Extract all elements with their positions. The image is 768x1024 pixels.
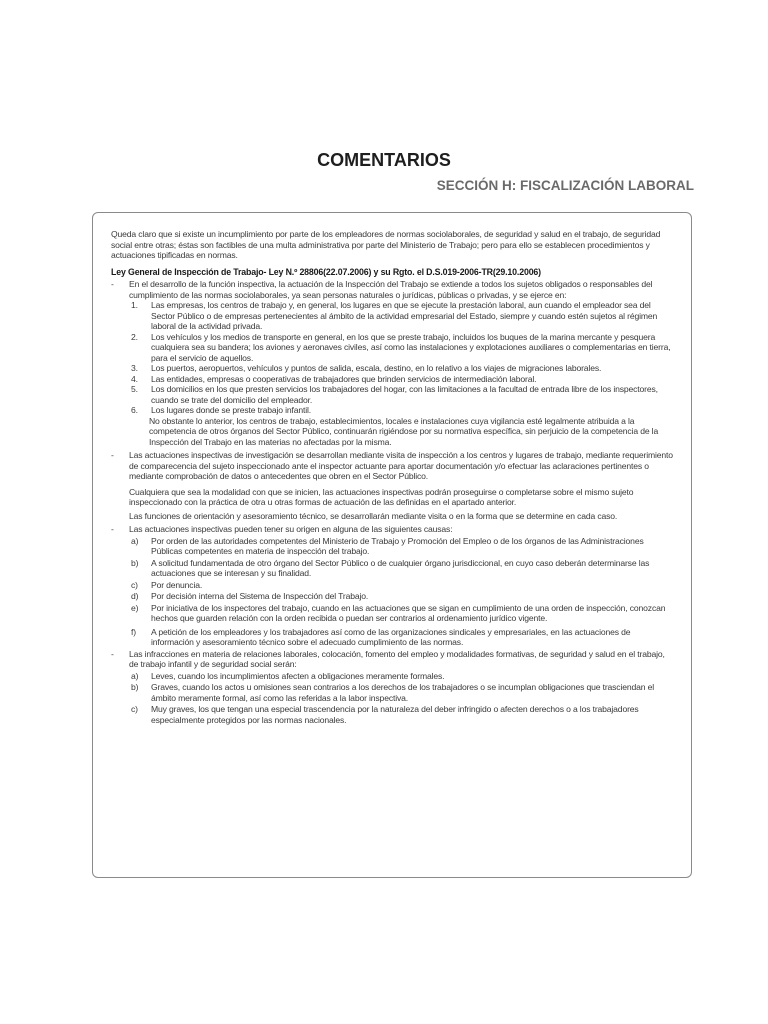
bullet-dash: - (111, 648, 114, 659)
item-text: Por denuncia. (151, 579, 203, 590)
list-item (131, 558, 675, 579)
modalities-paragraph: Las funciones de orientación y asesoramiento técnico, se desarrollarán mediante visita o en la forma que se determine en cada caso. (129, 510, 618, 521)
item-text: Leves, cuando los incumplimientos afecten a obligaciones meramente formales. (151, 670, 445, 681)
item-text: Las entidades, empresas o cooperativas de trabajadores que brinden servicios de intermediación laboral. (151, 373, 537, 384)
scope-note: No obstante lo anterior, los centros de trabajo, establecimientos, locales e instalaciones cuya vigilancia esté legalmente atribuida a la competencia de otros órganos del Sector Público, continuarán rigiéndose por su normativa específica, sin perjuicio de la competencia de la Inspección del Trabajo en las materias no afectadas por la misma. (149, 415, 659, 447)
bullet-text: Las infracciones en materia de relaciones laborales, colocación, fomento del empleo y modalidades formativas, de seguridad y salud en el trabajo, de trabajo infantil y de seguridad social serán: (129, 648, 665, 669)
list-item (131, 580, 675, 591)
list-item (131, 384, 675, 405)
bullet-dash: - (111, 524, 114, 534)
list-item (131, 591, 675, 602)
list-item (131, 363, 675, 374)
item-text: Los lugares donde se preste trabajo infantil. (151, 405, 311, 415)
bullet-text: Las actuaciones inspectivas pueden tener su origen en alguna de las siguientes causas: (129, 524, 453, 534)
modalities-paragraph: Cualquiera que sea la modalidad con que se inicien, las actuaciones inspectivas podrán proseguirse o completarse sobre el mismo sujeto inspeccionado con la práctica de otra u otras formas de actuación de las definidas en el apartado anterior. (129, 486, 634, 507)
bullet-modalities (111, 450, 675, 482)
law-heading: Ley General de Inspección de Trabajo- Ley N.º 28806(22.07.2006) y su Rgto. el D.S.019-2006-TR(29.10.2006) (111, 266, 541, 277)
item-text: Muy graves, los que tengan una especial trascendencia por la naturaleza del deber infringido o afecten derechos o a los trabajadores especialmente protegidos por las normas nacionales. (151, 704, 639, 725)
infractions-list (111, 671, 675, 726)
list-item (131, 332, 675, 364)
section-title: SECCIÓN H: FISCALIZACIÓN LABORAL (436, 178, 694, 193)
intro-paragraph: Queda claro que si existe un incumplimiento por parte de los empleadores de normas sociolaborales, de seguridad y salud en el trabajo, de seguridad social entre otras; éstas son factibles de una multa administrativa por parte del Ministerio de Trabajo; pero para ello se establecen procedimientos y actuaciones tipificadas en normas. (111, 229, 661, 260)
scope-list (111, 300, 675, 447)
item-text: Los domicilios en los que presten servicios los trabajadores del hogar, con las limitaciones a la facultad de entrada libre de los inspectores, cuando se trate del domicilio del empleador. (151, 384, 658, 405)
bullet-text: En el desarrollo de la función inspectiva, la actuación de la Inspección del Trabajo se extiende a todos los sujetos obligados o responsables del cumplimiento de las normas sociolaborales, ya sean personas naturales o jurídicas, públicas o privadas, y se ejerce en: (129, 279, 653, 300)
origins-list (111, 536, 675, 648)
list-item (131, 682, 675, 703)
item-number: 2. (131, 331, 138, 342)
item-letter: d) (131, 591, 139, 601)
bullet-dash: - (111, 450, 114, 460)
bullet-dash: - (111, 279, 114, 289)
item-text: Las empresas, los centros de trabajo y, en general, los lugares en que se ejecute la prestación laboral, aun cuando el empleador sea del Sector Público o de empresas pertenecientes al ámbito de la actividad empresarial del Estado, siempre y cuando estén sujetos al régimen laboral de la actividad privada. (151, 300, 658, 331)
list-item (131, 300, 675, 332)
item-number: 5. (131, 384, 138, 394)
item-letter: b) (131, 557, 139, 568)
item-text: A petición de los empleadores y los trabajadores así como de las organizaciones sindicales y empresariales, en las actuaciones de información y asesoramiento técnico sobre el adecuado cumplimiento de las normas. (151, 626, 631, 647)
item-text: A solicitud fundamentada de otro órgano del Sector Público o de cualquier órgano jurisdiccional, en cuyo caso deberán determinarse las actuaciones que se interesan y su finalidad. (151, 557, 650, 578)
item-letter: b) (131, 682, 139, 692)
list-item (131, 603, 675, 624)
item-letter: f) (131, 626, 136, 637)
bullet-infractions (111, 649, 675, 670)
item-text: Los puertos, aeropuertos, vehículos y puntos de salida, escala, destino, en lo relativo a los viajes de migraciones laborales. (151, 363, 602, 373)
list-item (131, 671, 675, 682)
content-box (92, 212, 692, 878)
list-item (131, 536, 675, 557)
list-item (131, 374, 675, 385)
page-title: COMENTARIOS (317, 150, 451, 170)
item-letter: a) (131, 670, 139, 681)
item-text: Los vehículos y los medios de transporte en general, en los que se preste trabajo, incluidos los buques de la marina mercante y pesquera cualquiera sea su bandera; los aviones y aeronaves civiles, así como las instalaciones y explotaciones auxiliares o complementarias en tierra, para el servicio de aquellos. (151, 331, 671, 363)
list-item (131, 627, 675, 648)
item-text: Por iniciativa de los inspectores del trabajo, cuando en las actuaciones que se sigan en cumplimiento de una orden de inspección, conozcan hechos que guarden relación con la orden recibida o puedan ser contrarios al ordenamiento jurídico vigente. (151, 602, 666, 623)
list-item (131, 405, 675, 416)
item-number: 1. (131, 300, 138, 310)
item-letter: c) (131, 704, 138, 714)
item-number: 4. (131, 373, 138, 384)
bullet-scope (111, 279, 675, 300)
item-text: Por orden de las autoridades competentes del Ministerio de Trabajo y Promoción del Empleo o de los órganos de las Administraciones Públicas competentes en materia de inspección del trabajo. (151, 535, 644, 556)
bullet-text: Las actuaciones inspectivas de investigación se desarrollan mediante visita de inspección a los centros y lugares de trabajo, mediante requerimiento de comparecencia del sujeto inspeccionado ante el inspector actuante para aportar documentación y/o efectuar las aclaraciones pertinentes o mediante comprobación de datos o antecedentes que obren en el Sector Público. (129, 450, 673, 481)
list-item (131, 704, 675, 725)
item-number: 6. (131, 405, 138, 415)
item-text: Por decisión interna del Sistema de Inspección del Trabajo. (151, 591, 369, 601)
item-letter: e) (131, 602, 139, 613)
item-number: 3. (131, 363, 138, 373)
item-text: Graves, cuando los actos u omisiones sean contrarios a los derechos de los trabajadores o se incumplan obligaciones que trasciendan el ámbito meramente formal, así como las referidas a la labor inspectiva. (151, 682, 654, 703)
bullet-origins (111, 524, 675, 535)
item-letter: a) (131, 535, 139, 546)
item-letter: c) (131, 579, 138, 590)
